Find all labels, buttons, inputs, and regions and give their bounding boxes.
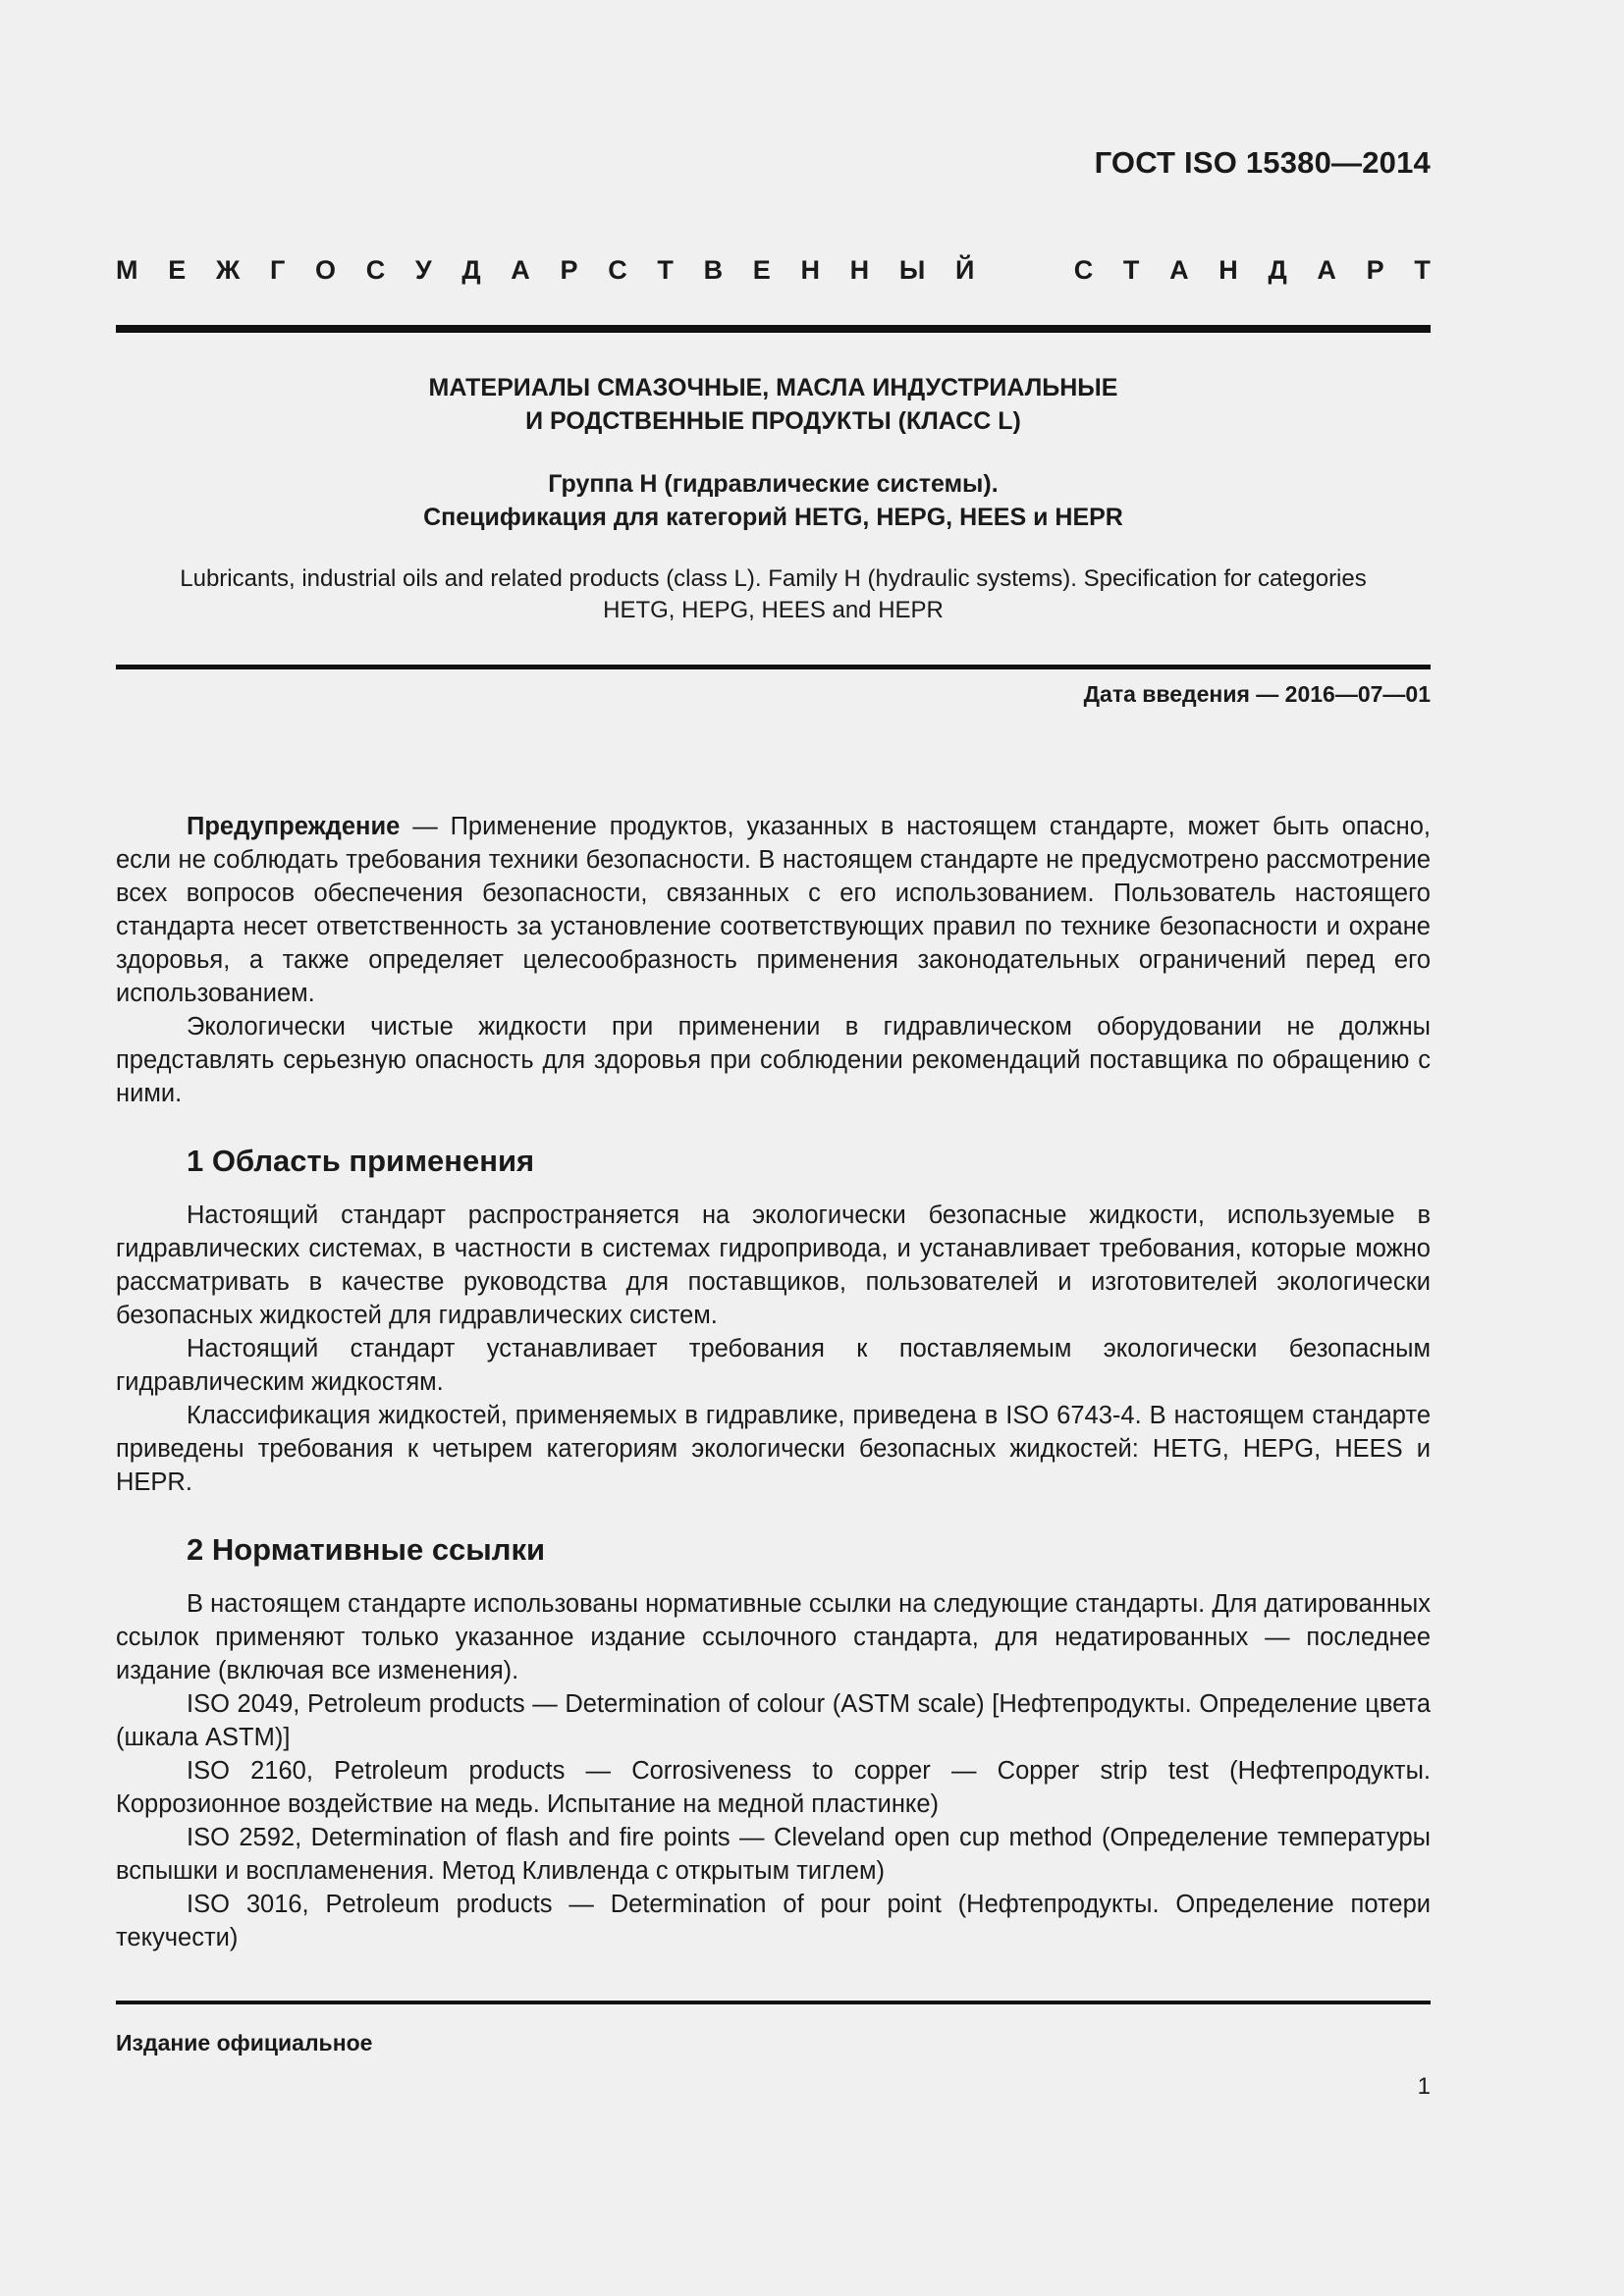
standard-type-heading [116, 255, 1431, 286]
title-ru-line2: И РОДСТВЕННЫЕ ПРОДУКТЫ (КЛАСС L) [525, 407, 1021, 435]
standard-type-letter: В [703, 255, 724, 285]
reference-item: ISO 2160, Petroleum products — Corrosiveness to copper — Copper strip test (Нефтепродукты. Коррозионное воздействие на медь. Испытание на медной пластинке) [116, 1757, 1431, 1818]
official-edition-label: Издание официальное [116, 2030, 373, 2056]
warning-text: — Применение продуктов, указанных в настоящем стандарте, может быть опасно, если не соблюдать требования техники безопасности. В настоящем стандарте не предусмотрено рассмотрение всех вопросов обеспечения безопасности, связанных с его использованием. Пользователь настоящего стандарта несет ответственность за установление соответствующих правил по технике безопасности и охране здоровья, а также определяет целесообразность применения законодательных ограничений перед его использованием. [116, 813, 1431, 1007]
title-sub-line2: Спецификация для категорий HETG, HEPG, HEES и HEPR [423, 504, 1123, 531]
title-ru [116, 371, 1431, 438]
standard-type-letter: Н [849, 255, 870, 285]
title-en-line2: HETG, HEPG, HEES and HEPR [603, 597, 944, 623]
footer-rule [116, 2001, 1431, 2004]
standard-type-letter: А [1169, 255, 1189, 285]
warning-label: Предупреждение [187, 813, 401, 840]
introduction-date: Дата введения — 2016—07—01 [1083, 681, 1431, 707]
eco-paragraph: Экологически чистые жидкости при применении в гидравлическом оборудовании не должны представлять серьезную опасность для здоровья при соблюдении рекомендаций поставщика по обращению с ними. [116, 1013, 1431, 1107]
standard-type-letter: Т [657, 255, 674, 285]
standard-type-letter: Н [800, 255, 820, 285]
standard-type-letter: Т [1122, 255, 1140, 285]
page-number: 1 [1417, 2073, 1431, 2100]
standard-type-letter: Р [1366, 255, 1384, 285]
title-en-line1: Lubricants, industrial oils and related products (class L). Family H (hydraulic systems). Specification for categories [180, 565, 1367, 592]
section2-heading: 2 Нормативные ссылки [187, 1532, 546, 1567]
section1-heading: 1 Область применения [187, 1144, 535, 1178]
standard-type-letter: А [1317, 255, 1336, 285]
reference-item: ISO 3016, Petroleum products — Determination of pour point (Нефтепродукты. Определение потери текучести) [116, 1891, 1431, 1951]
standard-designation: ГОСТ ISO 15380—2014 [1094, 145, 1431, 180]
title-sub-line1: Группа Н (гидравлические системы). [548, 470, 999, 498]
section1-paragraph-1: Настоящий стандарт распространяется на экологически безопасные жидкости, используемые в гидравлических системах, в частности в системах гидропривода, и устанавливает требования, которые можно рассматривать в качестве руководства для поставщиков, пользователей и изготовителей экологически безопасных жидкостей для гидравлических систем. [116, 1201, 1431, 1329]
reference-item: ISO 2049, Petroleum products — Determination of colour (ASTM scale) [Нефтепродукты. Определение цвета (шкала ASTM)] [116, 1690, 1431, 1751]
standard-type-letter: Е [752, 255, 771, 285]
standard-type-letter: Ы [898, 255, 926, 285]
standard-type-letter: Т [1414, 255, 1431, 285]
standard-type-letter: О [314, 255, 336, 285]
header-rule [116, 325, 1431, 333]
body-text [116, 810, 1431, 1954]
standard-type-letter: Д [1268, 255, 1287, 285]
title-en [116, 563, 1431, 626]
standard-type-letter: С [1073, 255, 1094, 285]
standard-type-letter: Н [1218, 255, 1238, 285]
standard-type-letter: А [511, 255, 530, 285]
section1-paragraph-3: Классификация жидкостей, применяемых в гидравлике, приведена в ISO 6743-4. В настоящем стандарте приведены требования к четырем категориям экологически безопасных жидкостей: HETG, HEPG, HEES и HEPR. [116, 1402, 1431, 1496]
title-block [116, 371, 1431, 626]
standard-type-letter: Р [560, 255, 578, 285]
section1-paragraph-2: Настоящий стандарт устанавливает требования к поставляемым экологически безопасным гидравлическим жидкостям. [116, 1335, 1431, 1396]
standard-type-letter: М [116, 255, 138, 285]
reference-item: ISO 2592, Determination of flash and fire points — Cleveland open cup method (Определение температуры вспышки и воспламенения. Метод Кливленда с открытым тиглем) [116, 1824, 1431, 1885]
standard-type-letter: С [608, 255, 627, 285]
standard-type-letter: Ж [215, 255, 241, 285]
standard-type-letter: Д [461, 255, 481, 285]
title-subtitle [116, 467, 1431, 534]
warning-paragraph [116, 810, 1431, 1010]
standard-type-letter: Й [954, 255, 975, 285]
standard-type-letter: С [365, 255, 386, 285]
standard-type-letter: Г [269, 255, 286, 285]
title-ru-line1: МАТЕРИАЛЫ СМАЗОЧНЫЕ, МАСЛА ИНДУСТРИАЛЬНЫЕ [428, 374, 1118, 401]
section2-paragraph-1: В настоящем стандарте использованы нормативные ссылки на следующие стандарты. Для датированных ссылок применяют только указанное издание ссылочного стандарта, для недатированных — последнее издание (включая все изменения). [116, 1590, 1431, 1684]
standard-type-letter: У [414, 255, 432, 285]
standard-type-letter: Е [168, 255, 187, 285]
title-rule [116, 665, 1431, 669]
letter-gap [1004, 255, 1044, 286]
